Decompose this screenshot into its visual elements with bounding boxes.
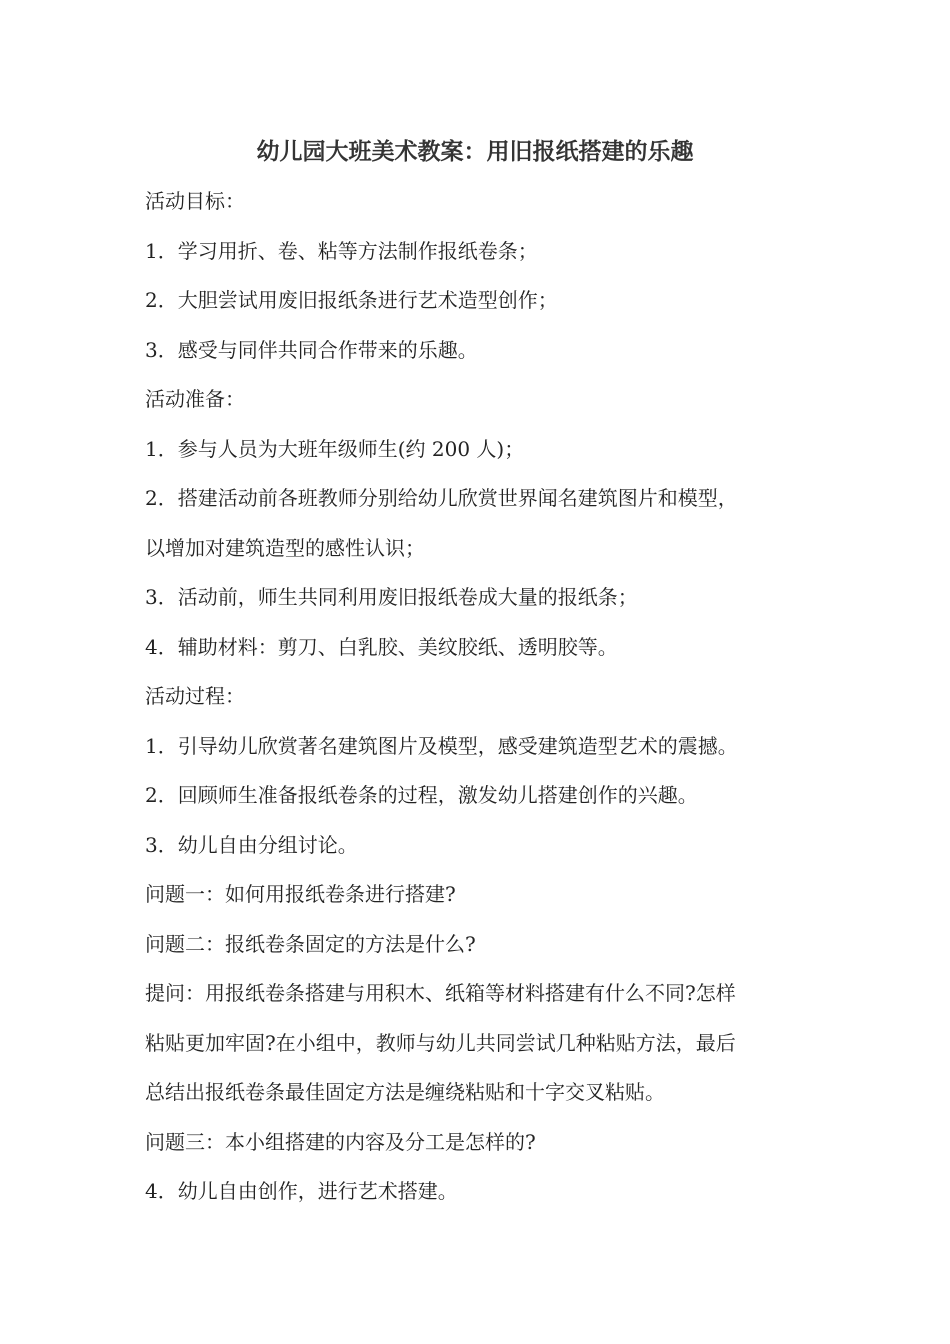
paragraph-line: 2．回顾师生准备报纸卷条的过程，激发幼儿搭建创作的兴趣。 [145,783,698,807]
paragraph-line: 粘贴更加牢固?在小组中，教师与幼儿共同尝试几种粘贴方法，最后 [145,1030,736,1055]
question-line: 问题三：本小组搭建的内容及分工是怎样的? [145,1129,536,1154]
section-heading-process: 活动过程： [145,684,245,708]
paragraph-line: 3．幼儿自由分组讨论。 [145,832,358,857]
paragraph-line: 1．引导幼儿欣赏著名建筑图片及模型，感受建筑造型艺术的震撼。 [145,733,738,758]
paragraph-line: 总结出报纸卷条最佳固定方法是缠绕粘贴和十字交叉粘贴。 [145,1080,665,1104]
question-line: 问题一：如何用报纸卷条进行搭建? [145,882,456,906]
section-heading-preparation: 活动准备： [145,387,245,411]
paragraph-line: 3．活动前，师生共同利用废旧报纸卷成大量的报纸条； [145,585,638,609]
document-title: 幼儿园大班美术教案：用旧报纸搭建的乐趣 [256,138,694,165]
paragraph-line: 2．大胆尝试用废旧报纸条进行艺术造型创作； [145,288,558,312]
paragraph-line: 1．学习用折、卷、粘等方法制作报纸卷条； [145,238,538,263]
question-line: 问题二：报纸卷条固定的方法是什么? [145,931,476,956]
paragraph-line: 3．感受与同伴共同合作带来的乐趣。 [145,337,478,362]
paragraph-line: 1．参与人员为大班年级师生(约 200 人)； [145,436,525,461]
paragraph-line: 4．辅助材料：剪刀、白乳胶、美纹胶纸、透明胶等。 [145,634,618,659]
paragraph-line: 以增加对建筑造型的感性认识； [145,535,425,560]
paragraph-line: 4．幼儿自由创作，进行艺术搭建。 [145,1179,458,1203]
paragraph-line: 2．搭建活动前各班教师分别给幼儿欣赏世界闻名建筑图片和模型， [145,486,738,510]
section-heading-goals: 活动目标： [145,189,245,213]
paragraph-line: 提问：用报纸卷条搭建与用积木、纸箱等材料搭建有什么不同?怎样 [145,981,736,1005]
document-body [145,181,825,1221]
